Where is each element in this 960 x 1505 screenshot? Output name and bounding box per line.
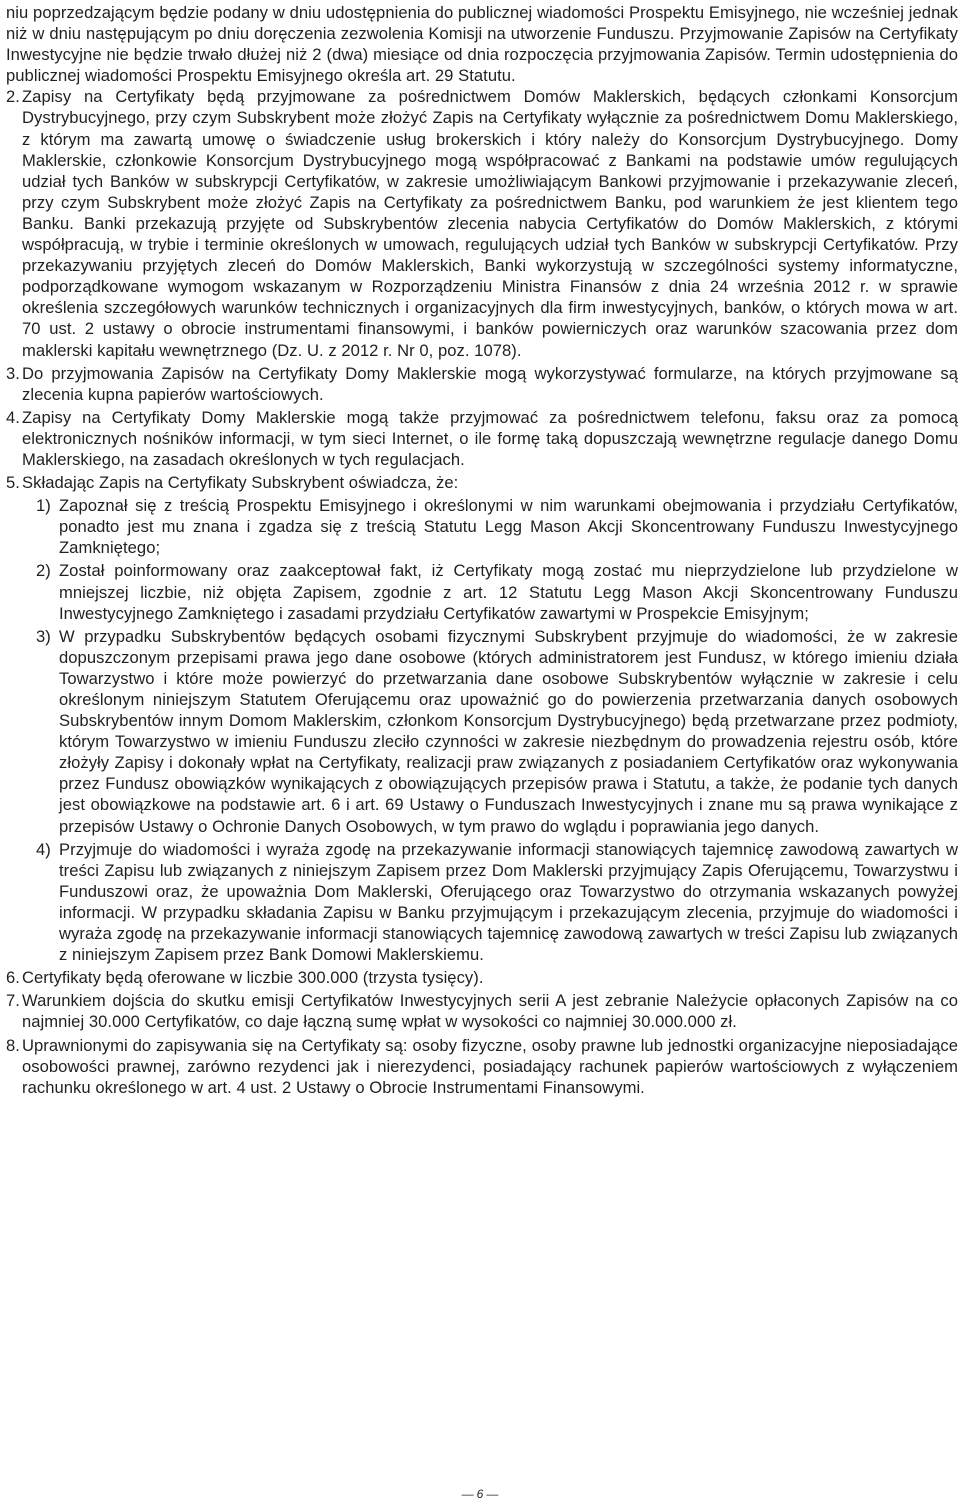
list-item-8 [6,1035,958,1098]
intro-paragraph: niu poprzedzającym będzie podany w dniu udostępnienia do publicznej wiadomości Prospektu Emisyjnego, nie wcześniej jednak niż w dniu następującym po dniu doręczenia zezwolenia Komisji na utworzenie Funduszu. Przyjmowanie Zapisów na Certyfikaty Inwestycyjne nie będzie trwało dłużej niż 2 (dwa) miesiące od dnia rozpoczęcia przyjmowania Zapisów. Termin udostępnienia do publicznej wiadomości Prospektu Emisyjnego określa art. 29 Statutu. [6,3,958,86]
list-item-number: 2. [6,87,20,107]
sublist-item-text: Został poinformowany oraz zaakceptował fakt, iż Certyfikaty mogą zostać mu nieprzydzielone lub przydzielone w mniejszej liczbie, niż objęta Zapisem, zgodnie z art. 12 Statutu Legg Mason Akcji Skoncentrowany Funduszu Inwestycyjnego Zamkniętego i zasadami przydziału Certyfikatów zawartymi w Prospekcie Emisyjnym; [59,561,958,623]
list-item-text: Składając Zapis na Certyfikaty Subskrybent oświadcza, że: [22,473,459,493]
list-item-4 [6,407,958,470]
numbered-list [6,86,958,1097]
sublist-item-number: 2) [36,561,51,581]
list-item-3 [6,363,958,405]
sublist-item-text: Zapoznał się z treścią Prospektu Emisyjnego i określonymi w nim warunkami obejmowania i przydziału Certyfikatów, ponadto jest mu znana i zgadza się z treścią Statutu Legg Mason Akcji Skoncentrowany Funduszu Inwestycyjnego Zamkniętego; [59,496,958,558]
sublist-item-4 [22,839,958,966]
page-footer [0,1487,960,1501]
footer-dash: — [486,1487,499,1501]
list-item-number: 4. [6,407,20,427]
list-item-number: 8. [6,1035,20,1055]
sublist-item-number: 3) [36,626,51,646]
list-item-number: 5. [6,473,20,493]
footer-dash: — [461,1487,474,1501]
list-item-text: Uprawnionymi do zapisywania się na Certyfikaty są: osoby fizyczne, osoby prawne lub jednostki organizacyjne nieposiadające osobowości prawnej, zarówno rezydenci jak i nierezydenci, posiadający rachunek papierów wartościowych z wyłączeniem rachunku określonego w art. 4 ust. 2 Ustawy o Obrocie Instrumentami Finansowymi. [22,1035,958,1097]
sublist-item-1 [22,495,958,558]
list-item-6 [6,967,958,988]
list-item-text: Certyfikaty będą oferowane w liczbie 300.000 (trzysta tysięcy). [22,968,484,988]
sublist-item-number: 4) [36,839,51,859]
sublist-item-3 [22,626,958,837]
sublist-item-number: 1) [36,496,51,516]
list-item-text: Zapisy na Certyfikaty będą przyjmowane za pośrednictwem Domów Maklerskich, będących członkami Konsorcjum Dystrybucyjnego, przy czym Subskrybent może złożyć Zapis na Certyfikaty wyłącznie za pośrednictwem Domu Maklerskiego, z którym ma zawartą umowę o świadczenie usług brokerskich i który należy do Konsorcjum Dystrybucyjnego. Domy Maklerskie, członkowie Konsorcjum Dystrybucyjnego mogą współpracować z Bankami na podstawie umów regulujących udział tych Banków w subskrypcji Certyfikatów, w zakresie umożliwiającym Bankowi przyjmowanie i przekazywanie zleceń, przy czym Subskrybent może złożyć Zapis na Certyfikaty za pośrednictwem Banku, pod warunkiem że jest klientem tego Banku. Banki przekazują przyjęte od Subskrybentów zlecenia nabycia Certyfikatów do Domów Maklerskich, z którymi współpracują, w trybie i terminie określonych w umowach, regulujących udział tych Banków w subskrypcji Certyfikatów. Przy przekazywaniu przyjętych zleceń do Domów Maklerskich, Banki wykorzystują w szczególności systemy informatyczne, podporządkowane wymogom wskazanym w Rozporządzeniu Ministra Finansów z dnia 24 września 2012 r. w sprawie określenia szczegółowych warunków technicznych i organizacyjnych dla firm inwestycyjnych, banków, o których mowa w art. 70 ust. 2 ustawy o obrocie instrumentami finansowymi, i banków powierniczych oraz warunków szacowania przez dom maklerski kapitału wewnętrznego (Dz. U. z 2012 r. Nr 0, poz. 1078). [22,87,958,360]
list-item-text: Warunkiem dojścia do skutku emisji Certyfikatów Inwestycyjnych serii A jest zebranie Należycie opłaconych Zapisów na co najmniej 30.000 Certyfikatów, co daje łączną sumę wpłat w wysokości co najmniej 30.000.000 zł. [22,991,958,1032]
list-item-text: Do przyjmowania Zapisów na Certyfikaty Domy Maklerskie mogą wykorzystywać formularze, na których przyjmowane są zlecenia kupna papierów wartościowych. [22,363,958,404]
list-item-number: 7. [6,991,20,1011]
list-item-text: Zapisy na Certyfikaty Domy Maklerskie mogą także przyjmować za pośrednictwem telefonu, faksu oraz za pomocą elektronicznych nośników informacji, w tym sieci Internet, o ile formę taką dopuszczają wewnętrzne regulacje danego Domu Maklerskiego, na zasadach określonych w tych regulacjach. [22,407,958,469]
list-item-2 [6,86,958,360]
sublist-item-text: W przypadku Subskrybentów będących osobami fizycznymi Subskrybent przyjmuje do wiadomości, że w zakresie dopuszczonym przepisami prawa jego dane osobowe (których administratorem jest Fundusz, w którego imieniu działa Towarzystwo i które może powierzyć do przetwarzania dane osobowe Subskrybentów wyłącznie w zakresie i celu określonym niniejszym Statutem Oferującemu oraz upoważnić go do powierzenia przetwarzania danych osobowych Subskrybentów innym Domom Maklerskim, członkom Konsorcjum Dystrybucyjnego) będą przetwarzane przez podmioty, którym Towarzystwo w imieniu Funduszu zleciło czynności w zakresie niezbędnym do prowadzenia rejestru osób, które złożyły Zapisy i dokonały wpłat na Certyfikaty, realizacji praw związanych z posiadaniem Certyfikatów oraz wykonywania przez Fundusz obowiązków wynikających z obowiązujących przepisów prawa i Statutu, a także, że podanie tych danych jest obowiązkowe na podstawie art. 6 i art. 69 Ustawy o Funduszach Inwestycyjnych i znane mu są prawa wynikające z przepisów Ustawy o Ochronie Danych Osobowych, w tym prawo do wglądu i poprawiania jego danych. [59,626,958,836]
list-item-7 [6,990,958,1032]
page-number: 6 [476,1487,484,1501]
list-item-5 [6,472,958,965]
list-item-number: 6. [6,968,20,988]
list-item-number: 3. [6,363,20,383]
sublist-item-text: Przyjmuje do wiadomości i wyraża zgodę na przekazywanie informacji stanowiących tajemnicę zawodową zawartych w treści Zapisu lub związanych z niniejszym Zapisem przez Dom Maklerski przyjmujący Zapis Oferującemu, Towarzystwu i Funduszowi oraz, że upoważnia Dom Maklerski, Oferującego oraz Towarzystwo do otrzymania wskazanych powyżej informacji. W przypadku składania Zapisu w Banku przyjmującym i przekazującym zlecenia, przyjmuje do wiadomości i wyraża zgodę na przekazywanie informacji stanowiących tajemnicę zawodową zawartych w treści Zapisu lub związanych z niniejszym Zapisem przez Bank Domowi Maklerskiemu. [59,839,958,965]
sublist-item-2 [22,560,958,623]
